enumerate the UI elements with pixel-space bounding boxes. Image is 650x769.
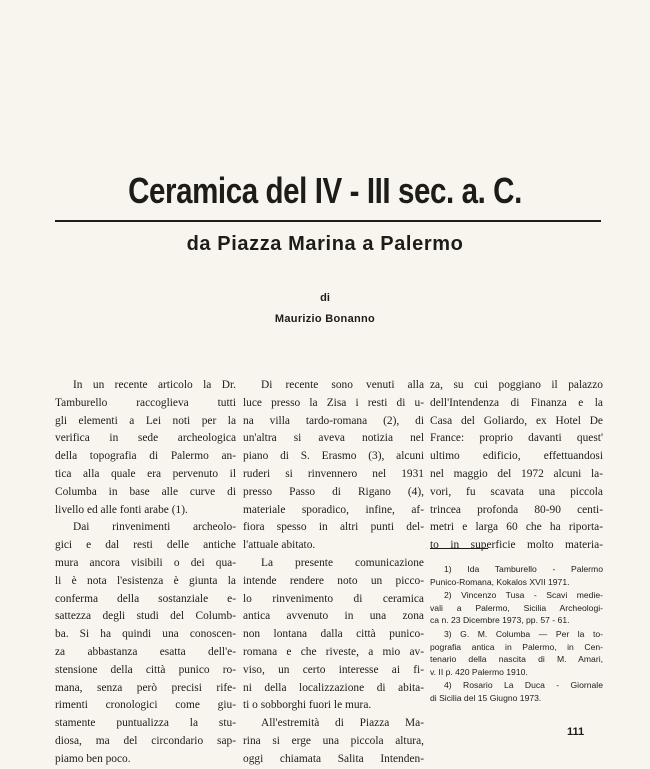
text-line: materiale sporadico, infine, af- <box>243 503 424 516</box>
text-line: oggi chiamata Salita Intenden- <box>243 752 424 765</box>
text-line: ni della localizzazione di abita- <box>243 681 424 694</box>
footnote-line: v. II p. 420 Palermo 1910. <box>430 666 528 677</box>
title-rule <box>55 220 601 222</box>
text-line: antica avvenuto in una zona <box>243 610 424 623</box>
text-line: livello ed alle fonti arabe (1). <box>55 503 188 516</box>
footnote-line: 3) G. M. Columba — Per la to- <box>444 629 603 639</box>
text-line: fiora spesso in altri punti del- <box>243 521 424 534</box>
article-title: Ceramica del IV - III sec. a. C. <box>128 170 522 211</box>
text-line: della topografia di Palermo an- <box>55 450 236 463</box>
text-line: li è nota l'esistenza è giunta la <box>55 574 236 587</box>
text-line: In un recente articolo la Dr. <box>73 379 236 391</box>
footnote-line: pografia antica in Palermo, in Cen- <box>430 641 603 652</box>
text-line: ba. Si ha quindi una conoscen- <box>55 628 236 641</box>
text-line: dell'Intendenza di Finanza e la <box>430 396 603 409</box>
text-line: verifica in sede archeologica <box>55 432 236 445</box>
text-line: viso, un certo interesse ai fi- <box>243 663 424 676</box>
text-line: ruderi si rinvennero nel 1931 <box>243 467 424 480</box>
text-line: mana, senza però precisi rife- <box>55 681 236 694</box>
text-line: romana e che riveste, a mio av- <box>243 645 424 658</box>
text-line: ti o sobborghi fuori le mura. <box>243 699 372 712</box>
text-line: za abbastanza esatta dell'e- <box>55 645 236 658</box>
footnote-line: 2) Vincenzo Tusa - Scavi medie- <box>444 590 603 600</box>
text-line: rina si erge una piccola altura, <box>243 734 424 747</box>
text-line: stensione della città punico ro- <box>55 663 236 676</box>
footnote-2 <box>430 589 603 627</box>
text-line: diosa, ma del circondario sap- <box>55 734 236 747</box>
footnote-line: tenario della nascita di M. Amari, <box>430 654 603 665</box>
byline-di: di <box>320 292 330 304</box>
text-line: presso Passo di Rigano (4), <box>243 485 424 498</box>
footnote-line: ca n. 23 Dicembre 1973, pp. 57 - 61. <box>430 615 570 626</box>
footnote-3 <box>430 628 603 678</box>
footnote-line: 4) Rosario La Duca - Giornale <box>444 680 603 690</box>
footnote-line: vali a Palermo, Sicilia Archeologi- <box>430 602 603 613</box>
text-line: l'attuale abitato. <box>243 539 316 552</box>
footnote-rule <box>430 548 488 549</box>
text-line: luce presso la Zisa i resti di u- <box>243 396 424 409</box>
text-line: piamo ben poco. <box>55 752 131 765</box>
text-line: Casa del Goliardo, ex Hotel De <box>430 414 603 427</box>
text-line: metri e larga 60 che ha riporta- <box>430 521 603 534</box>
text-line: intende rendere noto un picco- <box>243 574 424 587</box>
text-line: Tamburello raccoglieva tutti <box>55 396 236 409</box>
text-line: Dai rinvenimenti archeolo- <box>73 521 236 534</box>
text-column-3 <box>430 377 603 555</box>
footnote-line: Punico-Romana, Kokalos XVII 1971. <box>430 576 570 587</box>
footnote-line: di Sicilia del 15 Giugno 1973. <box>430 692 542 703</box>
text-line: na villa tardo-romana (2), di <box>243 414 424 427</box>
text-line: lo rinvenimento di ceramica <box>243 592 424 605</box>
text-line: conferma della sostanziale e- <box>55 592 236 605</box>
text-line: non lontana dalla città punico- <box>243 628 424 641</box>
text-line: za, su cui poggiano il palazzo <box>430 379 603 391</box>
text-line: stamente puntualizza la stu- <box>55 717 236 730</box>
text-line: Di recente sono venuti alla <box>261 379 424 391</box>
text-line: piano di S. Erasmo (3), alcuni <box>243 450 424 463</box>
text-column-1 <box>55 377 236 769</box>
footnote-line: 1) Ida Tamburello - Palermo <box>444 564 603 574</box>
footnote-4 <box>430 679 603 704</box>
text-line: vori, fu scavata una piccola <box>430 485 603 498</box>
text-line: un'altra si aveva notizia nel <box>243 432 424 445</box>
text-line: rimenti cronologici come giu- <box>55 699 236 712</box>
text-line: to in superficie molto materia- <box>430 539 603 552</box>
text-line: nel maggio del 1972 alcuni la- <box>430 467 603 480</box>
text-line: gici e dal resti delle antiche <box>55 539 236 552</box>
text-line: tica alla quale era pervenuto il <box>55 467 236 480</box>
text-line: sattezza degli studi del Columb- <box>55 610 236 623</box>
article-subtitle: da Piazza Marina a Palermo <box>186 233 464 255</box>
text-line: La presente comunicazione <box>261 556 424 569</box>
footnote-1 <box>430 563 603 588</box>
author-name: Maurizio Bonanno <box>274 313 376 325</box>
text-line: France: proprio davanti quest' <box>430 432 603 445</box>
text-line: mura ancora visibili o dei qua- <box>55 556 236 569</box>
text-line: gli elementi a Lei noti per la <box>55 414 236 427</box>
text-line: ultimo edificio, effettuandosi <box>430 450 603 463</box>
text-line: All'estremità di Piazza Ma- <box>261 717 424 730</box>
text-column-2 <box>243 377 424 769</box>
page-number: 111 <box>567 726 585 738</box>
text-line: trincea profonda 80-90 centi- <box>430 503 603 516</box>
text-line: Columba in base alle curve di <box>55 485 236 498</box>
